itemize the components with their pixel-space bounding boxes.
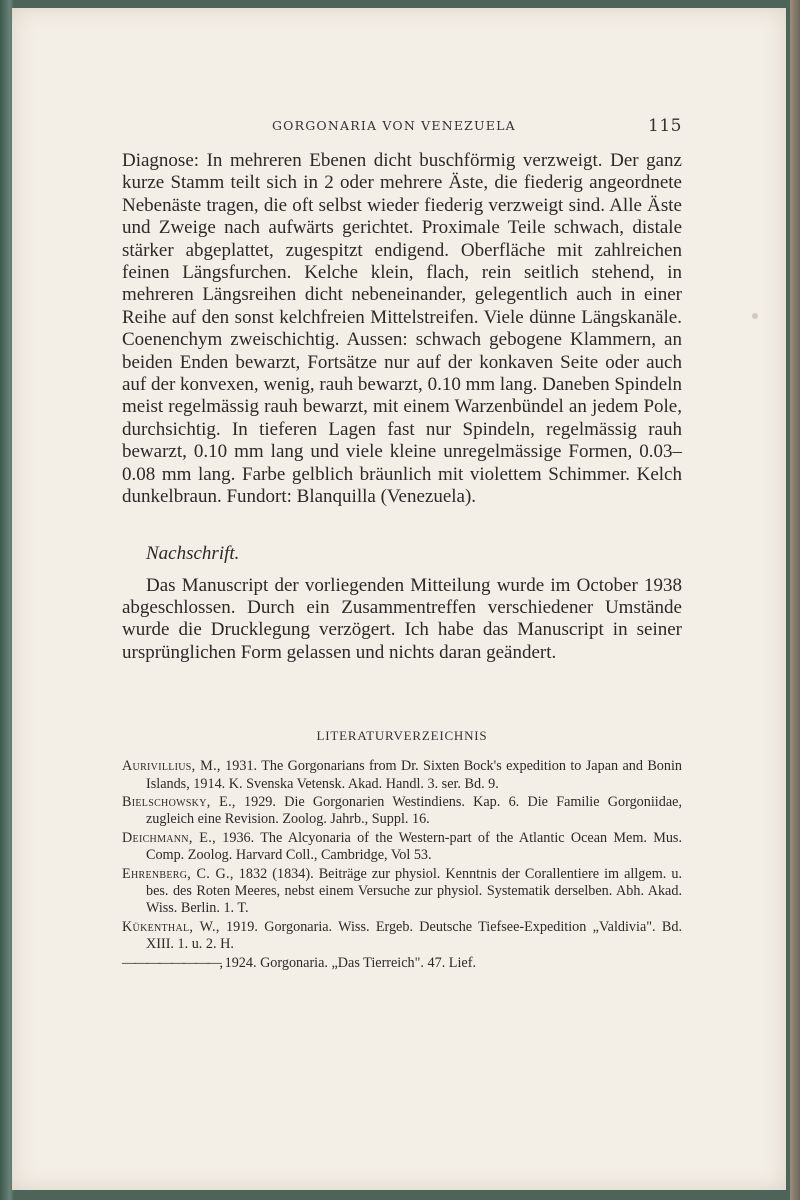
entry-text: 1919. Gorgonaria. Wiss. Ergeb. Deutsche Tiefsee-Expedition „Valdivia". Bd. XIII. 1. u. 2. H. <box>146 918 683 953</box>
literature-entry <box>122 830 682 865</box>
literature-heading: LITERATURVERZEICHNIS <box>316 728 488 744</box>
literature-list <box>122 758 682 972</box>
diagnose-paragraph: Diagnose: In mehreren Ebenen dicht buschförmig verzweigt. Der ganz kurze Stamm teilt sich in 2 oder mehrere Äste, die fiederig angeordnete Nebenäste tragen, die oft selbst wieder fiederig verzweigt sind. Alle Äste und Zweige nach aufwärts gerichtet. Proximale Teile schwach, distale stärker abgeplattet, zugespitzt endigend. Oberfläche mit zahlreichen feinen Längsfurchen. Kelche klein, flach, rein seitlich stehend, in mehreren Längsreihen dicht nebeneinander, gelegentlich auch in einer Reihe auf den sonst kelchfreien Mittelstreifen. Viele dünne Längskanäle. Coenenchym zweischichtig. Aussen: schwach gebogene Klammern, an beiden Enden bewarzt, Fortsätze nur auf der konkaven Seite oder auch auf der konvexen, wenig, rauh bewarzt, 0.10 mm lang. Daneben Spindeln meist regelmässig rauh bewarzt, mit einem Warzenbündel an jedem Pole, durchsichtig. In tieferen Lagen fast nur Spindeln, regelmässig rauh bewarzt, 0.10 mm lang und viele kleine unregelmässige Formen, 0.03–0.08 mm lang. Farbe gelblich bräunlich mit violettem Schimmer. Kelch dunkelbraun. Fundort: Blanquilla (Venezuela). <box>122 150 682 508</box>
literature-entry <box>122 794 682 829</box>
entry-author: Aurivillius, M., <box>122 758 221 775</box>
entry-text: 1924. Gorgonaria. „Das Tierreich". 47. Lief. <box>221 954 476 971</box>
entry-text: 1832 (1834). Beiträge zur physiol. Kenntnis der Corallentiere im allgem. u. bes. des Roten Meeres, nebst einem Versuche zur physiol. Systematik derselben. Abh. Akad. Wiss. Berlin. 1. T. <box>146 865 682 917</box>
literature-entry <box>122 955 682 972</box>
entry-author: Bielschowsky, E., <box>122 793 236 810</box>
entry-author: Deichmann, E., <box>122 829 216 846</box>
literature-entry <box>122 919 682 954</box>
entry-text: 1931. The Gorgonarians from Dr. Sixten Bock's expedition to Japan and Bonin Islands, 1914. K. Svenska Vetensk. Akad. Handl. 3. ser. Bd. 9. <box>146 758 683 792</box>
page-content <box>122 116 682 973</box>
paper-mark <box>752 313 758 319</box>
entry-author: Kükenthal, W., <box>122 918 220 935</box>
running-head <box>122 116 682 140</box>
entry-text: 1929. Die Gorgonarien Westindiens. Kap. 6. Die Familie Gorgoniidae, zugleich eine Revision. Zoolog. Jahrb., Suppl. 16. <box>146 793 682 828</box>
page-number: 115 <box>648 116 682 136</box>
running-title: GORGONARIA VON VENEZUELA <box>272 118 516 133</box>
entry-author-dash: ————————, <box>122 954 222 971</box>
nachschrift-heading: Nachschrift. <box>146 542 240 564</box>
literature-entry <box>122 866 682 918</box>
entry-author: Ehrenberg, C. G., <box>122 865 234 882</box>
page-edge <box>790 0 800 1200</box>
book-page <box>12 8 786 1190</box>
entry-text: 1936. The Alcyonaria of the Western-part of the Atlantic Ocean Mem. Mus. Comp. Zoolog. Harvard Coll., Cambridge, Vol 53. <box>146 829 683 864</box>
literature-entry <box>122 758 682 793</box>
nachschrift-paragraph: Das Manuscript der vorliegenden Mitteilung wurde im October 1938 abgeschlossen. Durch ein Zusammentreffen verschiedener Umstände wurde die Drucklegung verzögert. Ich habe das Manuscript in seiner ursprünglichen Form gelassen und nichts daran geändert. <box>122 574 682 663</box>
